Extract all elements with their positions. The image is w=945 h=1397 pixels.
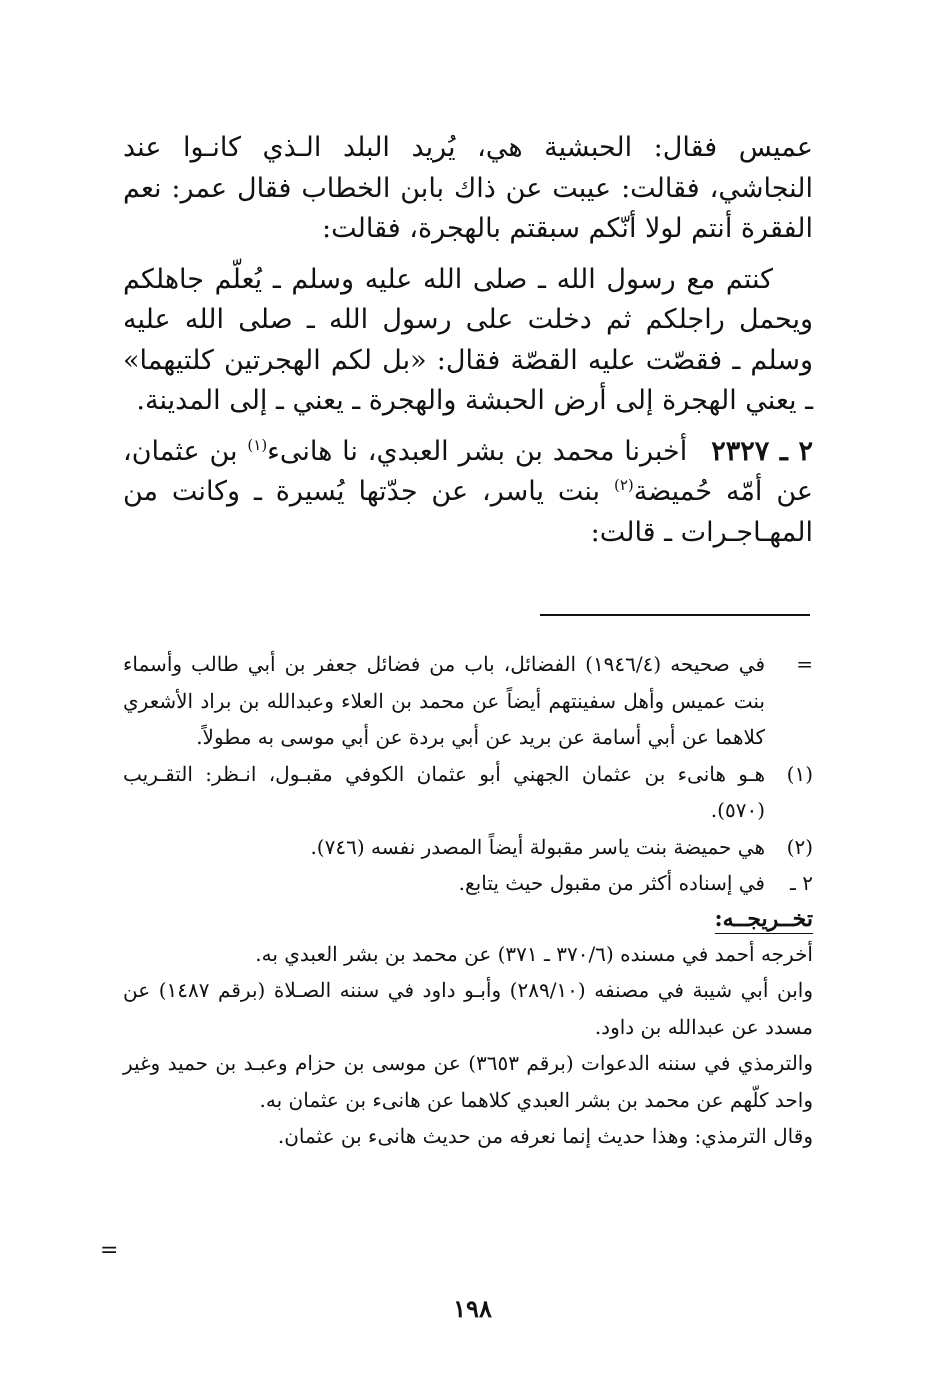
takhrij-line-2: وابن أبي شيبة في مصنفه (٢٨٩/١٠) وأبـو داود في سننه الصـلاة (برقم ١٤٨٧) عن مسدد عن عبدالله بن داود. — [123, 978, 813, 1039]
continuation-mark: = — [100, 1238, 119, 1263]
takhrij-line-1: أخرجه أحمد في مسنده (٣٧٠/٦ ـ ٣٧١) عن محمد بن بشر العبدي به. — [255, 941, 813, 966]
main-text — [123, 128, 813, 563]
takhrij-line-4: وقال الترمذي: وهذا حديث إنما نعرفه من حديث هانىء بن عثمان. — [277, 1124, 813, 1148]
footnote-ref-1: (١) — [247, 435, 268, 454]
footnote-separator — [540, 614, 810, 616]
main-paragraph-2: كنتم مع رسول الله ـ صلى الله عليه وسلم ـ يُعلّم جاهلكم ويحمل راجلكم ثم دخلت على رسول الله ـ صلى الله عليه وسلم ـ فقصّت عليه القصّة فقال: «بل لكم الهجرتين كلتيهما» ـ يعني الهجرة إلى أرض الحبشة والهجرة ـ يعني ـ إلى المدينة. — [123, 263, 813, 416]
footnote-hadith-2-text: في إسناده أكثر من مقبول حيث يتابع. — [458, 871, 765, 895]
footnote-hadith-2-mark: ٢ ـ — [790, 871, 813, 895]
footnote-continued-mark: = — [796, 652, 813, 676]
hadith-number: ٢ ـ ٢٣٢٧ — [711, 435, 813, 467]
hadith-paragraph — [123, 432, 813, 554]
footnote-continued-text: في صحيحه (١٩٤٦/٤) الفضائل، باب من فضائل جعفر بن أبي طالب وأسماء بنت عميس وأهل سفينتهم أيضاً عن محمد بن العلاء وعبدالله بن براد الأشعري كلاهما عن أبي أسامة عن بريد عن أبي بردة عن أبي موسى به مطولاً. — [123, 652, 766, 749]
footnote-1 — [123, 756, 813, 829]
page-number: ١٩٨ — [453, 1294, 492, 1323]
footnote-continued — [123, 646, 813, 756]
footnote-1-mark: (١) — [786, 761, 813, 786]
main-paragraph-1: عميس فقال: الحبشية هي، يُريد البلد الـذي كانـوا عند النجاشي، فقالت: عيبت عن ذاك بابن الخطاب فقال عمر: نعم الفقرة أنتم لولا أنّكم سبقتم بالهجرة، فقالت: — [123, 132, 813, 244]
footnote-2 — [123, 829, 813, 866]
footnote-2-text: هي حميضة بنت ياسر مقبولة أيضاً المصدر نفسه (٧٤٦). — [310, 834, 765, 859]
hadith-text-b: بن عثمان، عن أمّه حُميضة — [123, 435, 813, 507]
takhrij-heading — [123, 902, 813, 936]
footnote-2-mark: (٢) — [786, 834, 813, 859]
footnote-hadith-2 — [123, 865, 813, 902]
takhrij-heading-text: تخــريجــه: — [714, 905, 813, 932]
takhrij-line-3: والترمذي في سننه الدعوات (برقم ٣٦٥٣) عن موسى بن حزام وعبـد بن حميد وغير واحد كلّهم عن محمد بن بشر العبدي كلاهما عن هانىء بن عثمان به. — [123, 1051, 814, 1112]
footnote-ref-2: (٢) — [613, 476, 634, 494]
hadith-text-c: بنت ياسر، عن جدّتها يُسيرة ـ وكانت من المهـاجـرات ـ قالت: — [123, 476, 813, 548]
footnotes — [123, 646, 813, 1155]
hadith-text-a: أخبرنا محمد بن بشر العبدي، نا هانىء — [267, 435, 688, 467]
footnote-1-text: هـو هانىء بن عثمان الجهني أبو عثمان الكوفي مقبـول، انـظر: التقـريب (٥٧٠). — [123, 761, 765, 822]
